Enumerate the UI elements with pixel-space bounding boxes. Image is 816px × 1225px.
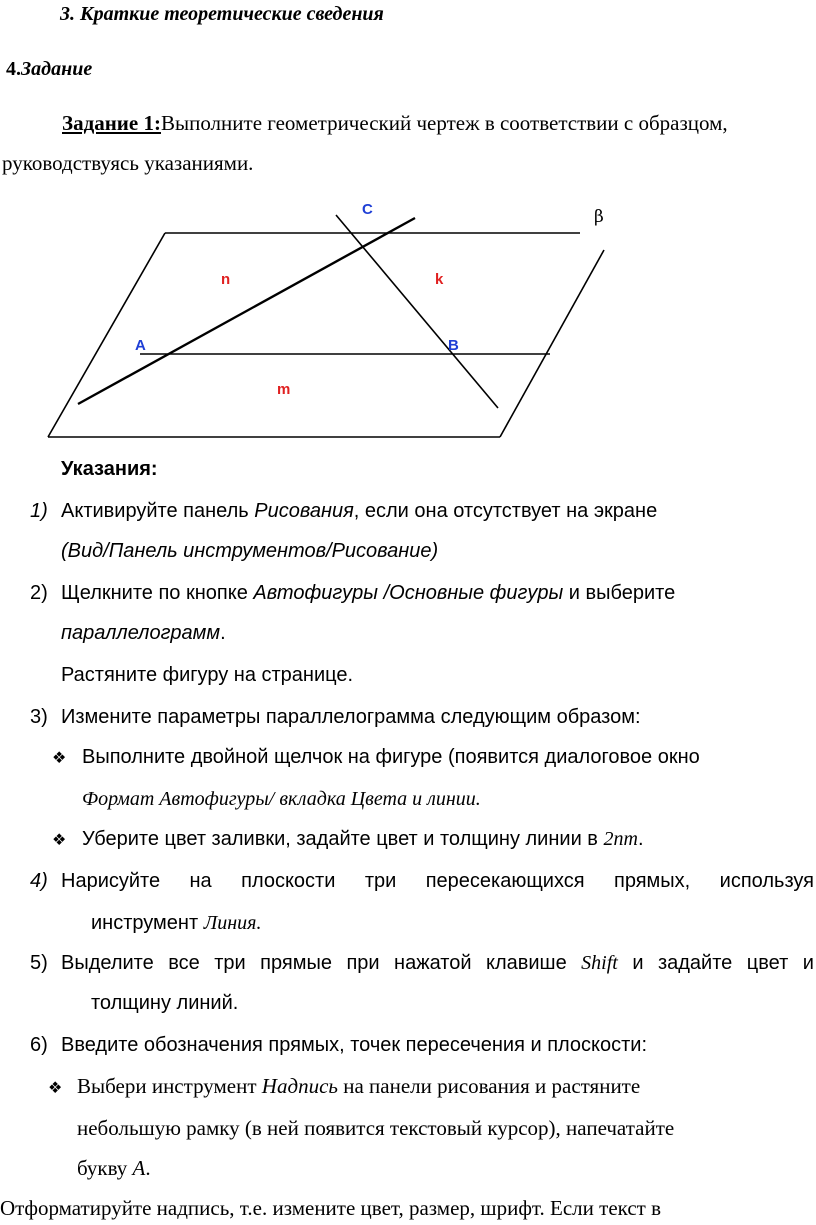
bullet-1-line2: Формат Автофигуры/ вкладка Цвета и линии. bbox=[82, 788, 481, 810]
bullet-3-letter: А bbox=[132, 1156, 146, 1180]
step-5 bbox=[30, 952, 814, 975]
plane-beta-parallelogram bbox=[48, 233, 604, 437]
step-1-text-end: , если она отсутствует на экране bbox=[353, 500, 658, 522]
section4-number: 4. bbox=[6, 58, 21, 80]
step-5-number: 5) bbox=[30, 952, 48, 974]
step-2-text: Щелкните по кнопке bbox=[61, 582, 254, 604]
step-1 bbox=[30, 500, 657, 523]
section3-title: Краткие теоретические сведения bbox=[80, 3, 384, 25]
section4-heading bbox=[6, 58, 92, 81]
step-1-path: (Вид/Панель инструментов/Рисование) bbox=[61, 540, 439, 562]
step-2-line2 bbox=[61, 622, 226, 645]
step-4 bbox=[30, 870, 814, 893]
point-a-label: A bbox=[135, 337, 146, 354]
bullet-3-period: . bbox=[145, 1156, 151, 1180]
step-6-number: 6) bbox=[30, 1034, 48, 1056]
step-5-line2: толщину линий. bbox=[91, 992, 239, 1014]
bullet-3-letter-text: букву bbox=[77, 1156, 133, 1180]
bullet-3-line3 bbox=[77, 1156, 151, 1181]
step-4-tool-name: Линия. bbox=[203, 912, 262, 934]
bullet-2 bbox=[52, 828, 644, 851]
instructions-heading: Указания: bbox=[61, 458, 158, 480]
task-line2: руководствуясь указаниями. bbox=[2, 151, 254, 175]
section3-heading bbox=[60, 3, 384, 26]
line-m-label: m bbox=[277, 381, 291, 398]
line-n-label: n bbox=[221, 271, 231, 288]
bullet-1 bbox=[52, 746, 700, 769]
step-2-period: . bbox=[220, 622, 226, 644]
step-2-text-end: и выберите bbox=[563, 582, 676, 604]
diamond-bullet-icon: ❖ bbox=[48, 1078, 63, 1097]
diamond-bullet-icon: ❖ bbox=[52, 830, 67, 849]
bullet-3-caption-tool: Надпись bbox=[261, 1074, 338, 1098]
bullet-2-period: . bbox=[637, 828, 644, 850]
section3-number: 3. bbox=[60, 3, 75, 25]
bullet-3-text: Выбери инструмент bbox=[77, 1074, 262, 1098]
bullet-3 bbox=[48, 1074, 640, 1099]
line-k-label: k bbox=[435, 271, 444, 288]
step-4-tool: инструмент bbox=[91, 912, 204, 934]
task-text-1: Выполните геометрический чертеж в соответствии с образцом, bbox=[160, 111, 728, 135]
point-b-label: B bbox=[448, 337, 459, 354]
last-line: Отформатируйте надпись, т.е. измените цвет, размер, шрифт. Если текст в bbox=[0, 1196, 661, 1220]
step-2-number: 2) bbox=[30, 582, 48, 604]
step-1-text: Активируйте панель bbox=[61, 500, 255, 522]
step-1-number: 1) bbox=[30, 500, 48, 522]
line-k bbox=[336, 215, 498, 408]
step-3-text: Измените параметры параллелограмма следующим образом: bbox=[61, 706, 641, 728]
section4-title: Задание bbox=[21, 58, 93, 80]
task-label: Задание 1: bbox=[62, 111, 161, 135]
task-line1 bbox=[62, 111, 728, 136]
step-1-panel: Рисования bbox=[254, 500, 354, 522]
point-c-label: C bbox=[362, 201, 373, 218]
bullet-3-line2: небольшую рамку (в ней появится текстовый курсор), напечатайте bbox=[77, 1116, 675, 1140]
step-5-text: Выделите все три прямые при нажатой клавише Shift и задайте цвет и bbox=[61, 952, 814, 974]
step-2-parallelogram: параллелограмм bbox=[61, 622, 221, 644]
step-4-number: 4) bbox=[30, 870, 48, 892]
step-2-autoshapes: Автофигуры /Основные фигуры bbox=[253, 582, 564, 604]
line-n bbox=[78, 218, 415, 404]
step-3-number: 3) bbox=[30, 706, 48, 728]
bullet-2-width: 2пт bbox=[603, 828, 638, 850]
bullet-3-text-end: на панели рисования и растяните bbox=[337, 1074, 641, 1098]
plane-beta-label: β bbox=[594, 207, 604, 227]
geometry-figure bbox=[0, 190, 816, 450]
bullet-1-text: Выполните двойной щелчок на фигуре (появится диалоговое окно bbox=[82, 746, 700, 768]
step-4-text: Нарисуйте на плоскости три пересекающихся прямых, используя bbox=[61, 870, 814, 892]
bullet-2-text: Уберите цвет заливки, задайте цвет и толщину линии в bbox=[82, 828, 604, 850]
step-6-text: Введите обозначения прямых, точек пересечения и плоскости: bbox=[61, 1034, 648, 1056]
step-2 bbox=[30, 582, 675, 605]
step-4-line2 bbox=[91, 912, 261, 935]
step-6 bbox=[30, 1034, 647, 1057]
step-3 bbox=[30, 706, 641, 729]
step-2-line3: Растяните фигуру на странице. bbox=[61, 664, 354, 686]
diamond-bullet-icon: ❖ bbox=[52, 748, 67, 767]
